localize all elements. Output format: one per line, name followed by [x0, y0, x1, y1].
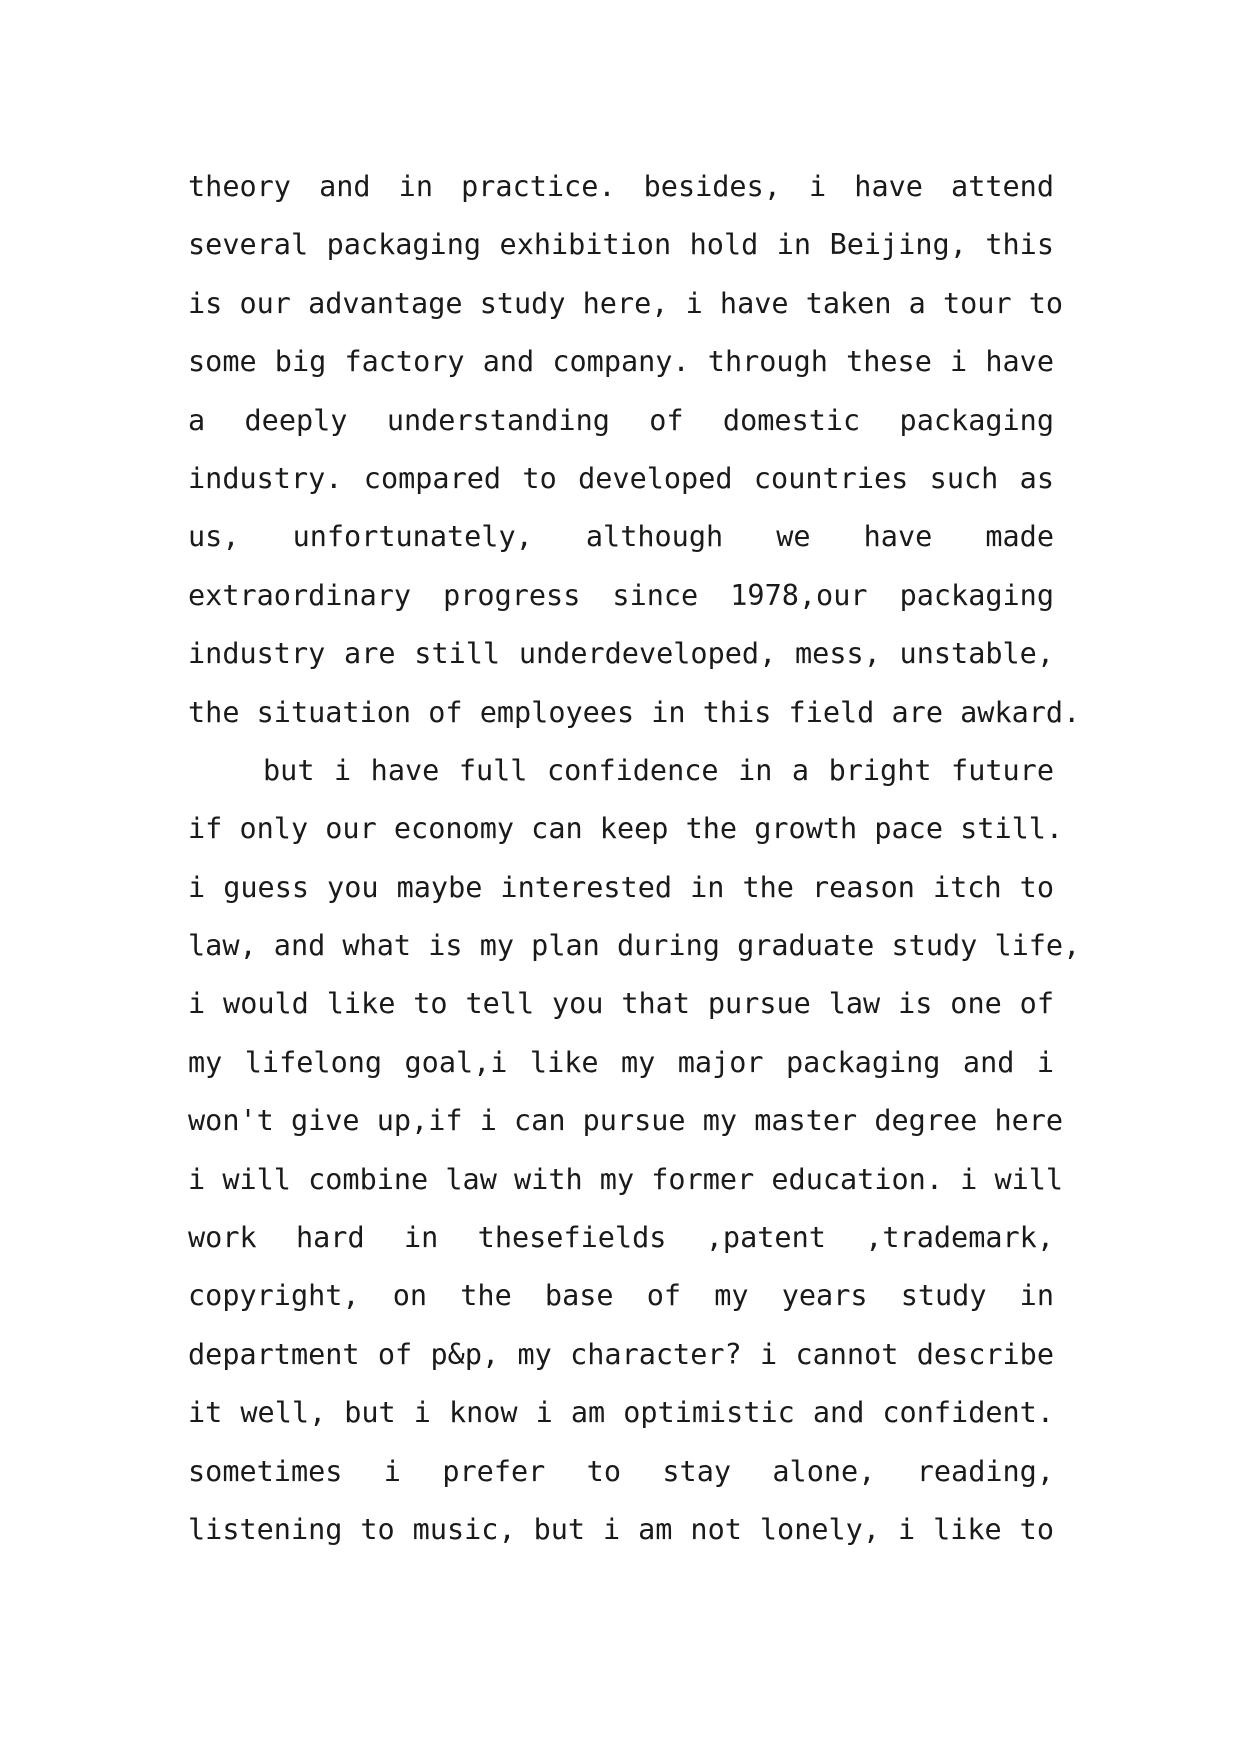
text-line: i would like to tell you that pursue law is one of	[188, 987, 1054, 1021]
text-line: a deeply understanding of domestic packaging	[188, 403, 1054, 437]
text-line: if only our economy can keep the growth pace still.	[188, 812, 1064, 846]
text-line: several packaging exhibition hold in Beijing, this	[188, 228, 1054, 262]
text-line: some big factory and company. through these i have	[188, 345, 1054, 379]
text-line: won't give up,if i can pursue my master degree here	[188, 1104, 1064, 1138]
text-line: law, and what is my plan during graduate study life,	[188, 929, 1081, 963]
text-line: is our advantage study here, i have taken a tour to	[188, 286, 1064, 320]
text-line: extraordinary progress since 1978,our packaging	[188, 578, 1054, 612]
text-line: copyright, on the base of my years study in	[188, 1279, 1054, 1313]
text-line: industry. compared to developed countries such as	[188, 461, 1054, 495]
text-line-paragraph-start: but i have full confidence in a bright future	[263, 753, 1054, 787]
text-line: industry are still underdeveloped, mess, unstable,	[188, 637, 1054, 671]
body-text	[188, 158, 1081, 1559]
text-line: work hard in thesefields ,patent ,trademark,	[188, 1221, 1054, 1255]
text-line: sometimes i prefer to stay alone, reading,	[188, 1454, 1054, 1488]
text-line: us, unfortunately, although we have made	[188, 520, 1054, 554]
text-line-paragraph-end: the situation of employees in this field are awkard.	[188, 695, 1081, 729]
text-line: listening to music, but i am not lonely, i like to	[188, 1512, 1054, 1546]
text-line: department of p&p, my character? i cannot describe	[188, 1337, 1054, 1371]
text-line: my lifelong goal,i like my major packaging and i	[188, 1045, 1054, 1079]
text-line: theory and in practice. besides, i have attend	[188, 170, 1054, 203]
text-line: i guess you maybe interested in the reason itch to	[188, 870, 1054, 904]
text-line: it well, but i know i am optimistic and confident.	[188, 1396, 1054, 1430]
text-line: i will combine law with my former education. i will	[188, 1162, 1064, 1196]
